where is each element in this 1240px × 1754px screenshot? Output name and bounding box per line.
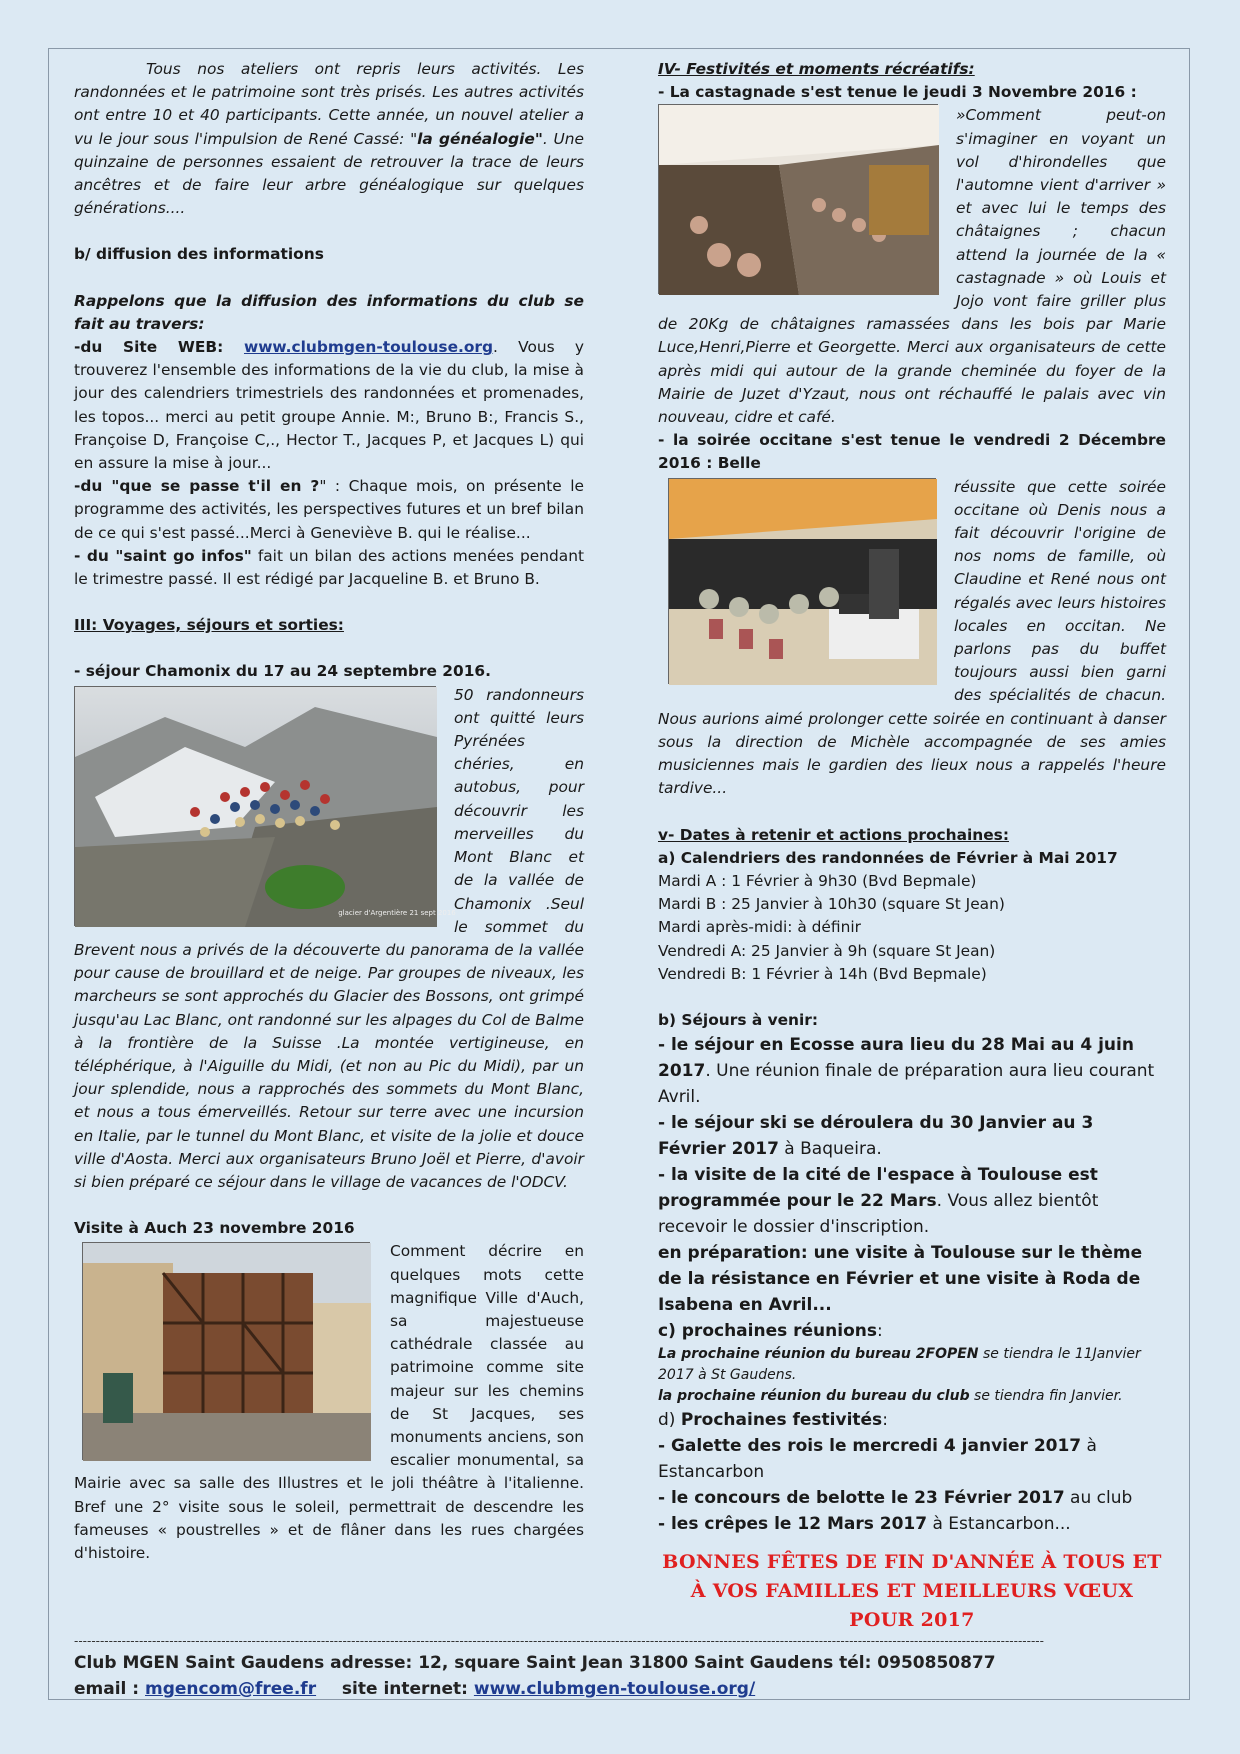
chamonix-photo xyxy=(74,686,456,926)
festivites-heading: IV- Festivités et moments récréatifs: xyxy=(658,60,975,78)
calendars-heading: a) Calendriers des randonnées de Février à Mai 2017 xyxy=(658,848,1118,867)
reunions-heading-text: c) prochaines réunions xyxy=(658,1321,877,1342)
calendar-item: Vendredi B: 1 Février à 14h (Bvd Bepmale) xyxy=(658,964,987,983)
auch-photo xyxy=(82,1242,370,1460)
crepes-text: à Estancarbon... xyxy=(927,1514,1071,1535)
calendar-item: Vendredi A: 25 Janvier à 9h (square St Jean) xyxy=(658,941,996,960)
occitane-photo xyxy=(668,478,936,684)
reunions-heading xyxy=(658,1318,1166,1344)
qspl-text: " : Chaque mois, on présente le programme des activités, les perspectives futures et un bref bilan de ce qui s'est passé...Merci à Geneviève B. qui le réalise... xyxy=(74,477,584,542)
footer-divider: -------------------------------------------------------------------------------------------------------------------------------------------------------------------------------------------------------------------------------- xyxy=(74,1634,1044,1648)
intro-end: . Une quinzaine de personnes essaient de retrouver la trace de leurs ancêtres et de faire leur arbre généalogique sur quelques générations.... xyxy=(74,129,584,218)
footer-contact xyxy=(74,1676,996,1702)
footer xyxy=(74,1650,996,1702)
sejour-ecosse-bold: - le séjour en Ecosse aura lieu du 28 Mai au 4 juin 2017 xyxy=(658,1035,1134,1082)
qspl-label: -du "que se passe t'il en ? xyxy=(74,477,320,496)
voyages-heading: III: Voyages, séjours et sorties: xyxy=(74,616,344,635)
sgi-paragraph xyxy=(74,545,584,591)
galette xyxy=(658,1433,1166,1485)
castagnade-block xyxy=(658,81,1166,429)
galette-text: à Estancarbon xyxy=(658,1436,1097,1483)
sgi-label: - du "saint go infos" xyxy=(74,546,252,565)
auch-text: Comment décrire en quelques mots cette magnifique Ville d'Auch, sa majestueuse cathédrale classée au patrimoine comme site majeur sur les chemins de St Jacques, ses monuments anciens, son escalier monumental, sa Mairie avec sa salle des Illustres et le joli théâtre à l'italienne. Bref une 2° visite sous le soleil, permettrait de descendre les fameuses « poustrelles » et de flâner dans les rues chargées d'histoire. xyxy=(74,1242,584,1562)
festivites-heading-line xyxy=(658,1407,1166,1433)
festivites-list xyxy=(658,1407,1166,1537)
belotte-bold: - le concours de belotte le 23 Février 2017 xyxy=(658,1488,1065,1509)
crepes xyxy=(658,1511,1166,1537)
belotte xyxy=(658,1485,1166,1511)
festivites-prefix: d) xyxy=(658,1410,681,1431)
dates-heading: v- Dates à retenir et actions prochaines: xyxy=(658,825,1009,844)
chamonix-heading: - séjour Chamonix du 17 au 24 septembre 2016. xyxy=(74,662,491,681)
site-label: -du Site WEB: xyxy=(74,338,244,357)
occitane-label-text: - la soirée occitane s'est tenue le vendredi 2 Décembre 2016 : Belle xyxy=(658,431,1166,473)
reunions-colon: : xyxy=(877,1321,883,1342)
sejour-ski xyxy=(658,1110,1166,1162)
auch-photo-image xyxy=(83,1243,371,1461)
sejour-ski-bold: - le séjour ski se déroulera du 30 Janvier au 3 Février 2017 xyxy=(658,1113,1094,1160)
right-column xyxy=(658,58,1166,1537)
reunion-club xyxy=(658,1386,1166,1407)
sejours-heading: b) Séjours à venir: xyxy=(658,1010,819,1029)
castagnade-photo-image xyxy=(659,105,939,295)
diffusion-intro: Rappelons que la diffusion des informations du club se fait au travers: xyxy=(74,291,584,333)
sgi-text: fait un bilan des actions menées pendant le trimestre passé. Il est rédigé par Jacqueline B. et Bruno B. xyxy=(74,546,584,589)
footer-address: Club MGEN Saint Gaudens adresse: 12, square Saint Jean 31800 Saint Gaudens tél: 0950850877 xyxy=(74,1653,996,1673)
festivites-colon: : xyxy=(882,1410,888,1431)
reunion-club-bold: la prochaine réunion du bureau du club xyxy=(658,1388,970,1405)
sejours-list xyxy=(658,1032,1166,1344)
calendar-item: Mardi A : 1 Février à 9h30 (Bvd Bepmale) xyxy=(658,871,977,890)
diffusion-heading: b/ diffusion des informations xyxy=(74,245,324,264)
left-column xyxy=(74,58,584,1565)
sejour-ecosse xyxy=(658,1032,1166,1110)
site-label: site internet: xyxy=(341,1679,474,1699)
intro-paragraph xyxy=(74,58,584,220)
galette-bold: - Galette des rois le mercredi 4 janvier 2017 xyxy=(658,1436,1082,1457)
festivites-heading-text: Prochaines festivités xyxy=(680,1410,883,1431)
belotte-text: au club xyxy=(1064,1488,1133,1509)
auch-heading: Visite à Auch 23 novembre 2016 xyxy=(74,1219,355,1238)
visite-espace-text: . Vous allez bientôt recevoir le dossier d'inscription. xyxy=(658,1191,1099,1238)
reunion-2fopen-text: se tiendra le 11Janvier 2017 à St Gaudens. xyxy=(658,1346,1141,1384)
email-link[interactable]: mgencom@free.fr xyxy=(145,1679,317,1699)
castagnade-photo xyxy=(658,104,938,294)
auch-block xyxy=(74,1240,584,1565)
visite-espace-bold: - la visite de la cité de l'espace à Toulouse est programmée pour le 22 Mars xyxy=(658,1165,1098,1212)
chamonix-text: 50 randonneurs ont quitté leurs Pyrénées chéries, en autobus, pour découvrir les merveilles du Mont Blanc et de la vallée de Chamonix .Seul le sommet du Brevent nous a privés de la découverte du panorama de la vallée pour cause de brouillard et de neige. Par groupes de niveaux, les marcheurs se sont approchés du Glacier des Bossons, ont grimpé jusqu'au Lac Blanc, ont randonné sur les alpages du Col de Balme à la frontière de la Suisse .La montée vertigineuse, en téléphérique, à l'Aiguille du Midi, (et non au Pic du Midi), par un jour splendide, nous a rapprochés des sommets du Mont Blanc, et nous a tous émerveillés. Retour sur terre avec une incursion en Italie, par le tunnel du Mont Blanc, et visite de la jolie et douce ville d'Aosta. Merci aux organisateurs Bruno Joël et Pierre, d'avoir si bien préparé ce séjour dans le village de vacances de l'ODCV. xyxy=(74,685,584,1191)
email-label: email : xyxy=(74,1679,146,1699)
calendar-list xyxy=(658,870,1166,986)
chamonix-block xyxy=(74,684,584,1194)
reunion-club-text: se tiendra fin Janvier. xyxy=(969,1388,1123,1405)
castagnade-text: »Comment peut-on s'imaginer en voyant un vol d'hirondelles que l'automne vient d'arriver » et avec lui le temps des châtaignes ; chacun attend la journée de la « castagnade » où Louis et Jojo vont faire griller plus de 20Kg de châtaignes ramassées dans les bois par Marie Luce,Henri,Pierre et Georgette. Merci aux organisateurs de cette après midi qui autour de la grande cheminée du foyer de la Mairie de Juzet d'Yzaut, nous ont réchauffé le palais avec vin nouveau, cidre et café. xyxy=(658,106,1166,427)
occitane-text: réussite que cette soirée occitane où Denis nous a fait découvrir l'origine de nos noms de famille, où Claudine et René nous ont régalés avec leurs histoires locales en occitan. Ne parlons pas du buffet toujours aussi bien garni des spécialités de chacun. Nous aurions aimé prolonger cette soirée en continuant à danser sous la direction de Michèle accompagnée de ses amies musiciennes mais le gardien des lieux nous a rappelés l'heure tardive... xyxy=(658,477,1166,798)
visite-espace xyxy=(658,1162,1166,1240)
intro-bold: la généalogie" xyxy=(417,129,543,148)
reunion-2fopen xyxy=(658,1344,1166,1386)
calendar-item: Mardi après-midi: à définir xyxy=(658,918,861,937)
occitane-block xyxy=(658,429,1166,800)
castagnade-label: - La castagnade s'est tenue le jeudi 3 Novembre 2016 : xyxy=(658,83,1137,102)
site-link[interactable]: www.clubmgen-toulouse.org/ xyxy=(473,1679,756,1699)
calendar-item: Mardi B : 25 Janvier à 10h30 (square St Jean) xyxy=(658,895,1005,914)
site-paragraph xyxy=(74,336,584,475)
crepes-bold: - les crêpes le 12 Mars 2017 xyxy=(658,1514,928,1535)
club-site-link[interactable]: www.clubmgen-toulouse.org xyxy=(243,338,494,357)
site-text: . Vous y trouverez l'ensemble des informations de la vie du club, la mise à jour des calendriers trimestriels des randonnées et promenades, les topos... merci au petit groupe Annie. M:, Bruno B:, Francis S., Françoise D, Françoise C,., Hector T., Jacques P, et Jacques L) qui en assure la mise à jour... xyxy=(74,338,585,473)
qspl-paragraph xyxy=(74,475,584,545)
chamonix-photo-caption: glacier d'Argentière 21 sept 2016 xyxy=(338,908,456,917)
reunions-list xyxy=(658,1344,1166,1407)
sejour-ski-text: à Baqueira. xyxy=(778,1139,882,1160)
season-greeting: BONNES FÊTES DE FIN D'ANNÉE À TOUS ET À VOS FAMILLES ET MEILLEURS VŒUX POUR 2017 xyxy=(662,1551,1162,1631)
occitane-label xyxy=(658,429,1166,475)
occitane-photo-image xyxy=(669,479,937,685)
chamonix-photo-image xyxy=(75,687,456,927)
preparation: en préparation: une visite à Toulouse sur le thème de la résistance en Février et une visite à Roda de Isabena en Avril... xyxy=(658,1243,1143,1316)
intro-text: Tous nos ateliers ont repris leurs activités. Les randonnées et le patrimoine sont très prisés. Les autres activités ont entre 10 et 40 participants. Cette année, un nouvel atelier a vu le jour sous l'impulsion de René Cassé: " xyxy=(74,60,584,148)
reunion-2fopen-bold: La prochaine réunion du bureau 2FOPEN xyxy=(658,1346,979,1363)
sejour-ecosse-text: . Une réunion finale de préparation aura lieu courant Avril. xyxy=(658,1061,1155,1108)
